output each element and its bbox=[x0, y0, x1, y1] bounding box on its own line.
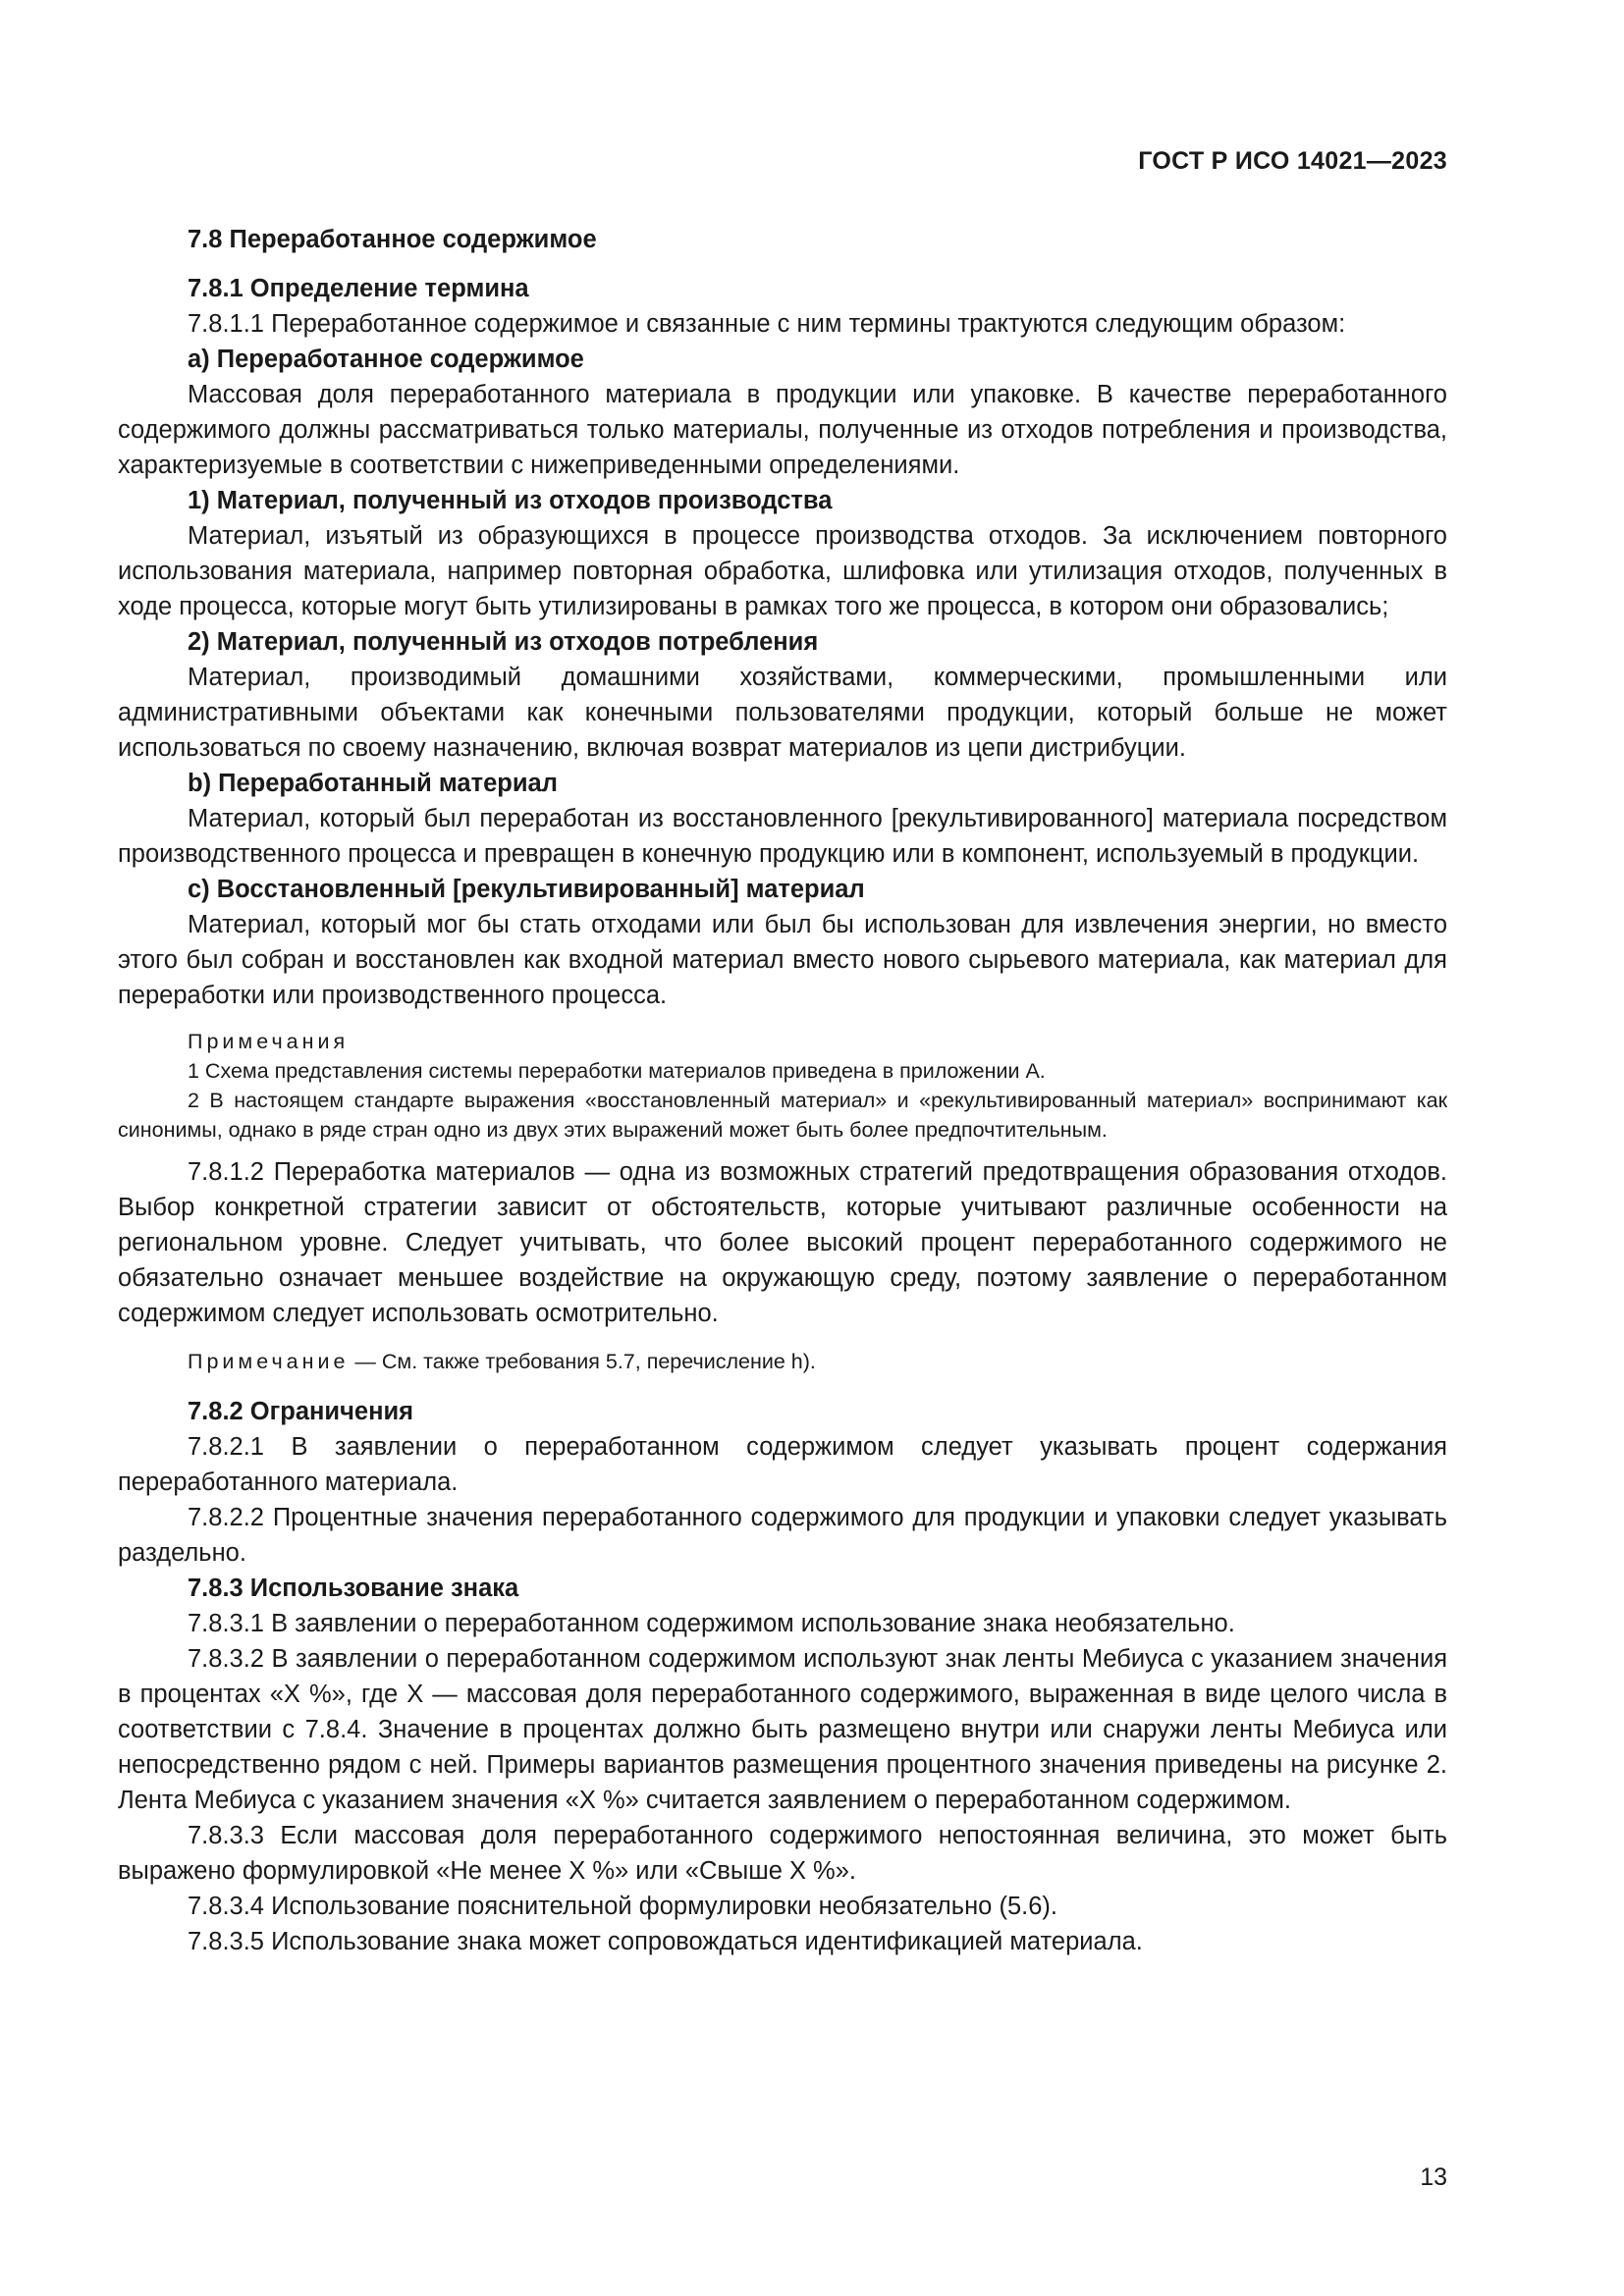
notes-title: Примечания bbox=[188, 1030, 350, 1053]
note-label: Примечание bbox=[188, 1350, 350, 1373]
note-2: 2 В настоящем стандарте выражения «восстановленный материал» и «рекультивированный материал» воспринимают как синонимы, однако в ряде стран одно из двух этих выражений может быть более предпочтительным. bbox=[118, 1089, 1447, 1142]
term-definition-a: Массовая доля переработанного материала в продукции или упаковке. В качестве переработанного содержимого должны рассматриваться только материалы, полученные из отходов потребления и производства, характеризуемые в соответствии с нижеприведенными определениями. bbox=[118, 381, 1447, 479]
section-heading-7-8-3: 7.8.3 Использование знака bbox=[188, 1575, 519, 1602]
section-heading-7-8-1: 7.8.1 Определение термина bbox=[188, 275, 529, 302]
notes-block bbox=[118, 1027, 1447, 1145]
document-code: ГОСТ Р ИСО 14021—2023 bbox=[1138, 147, 1447, 175]
paragraph-7-8-1-1: 7.8.1.1 Переработанное содержимое и связанные с ним термины трактуются следующим образом: bbox=[188, 310, 1346, 338]
paragraph-7-8-3-1: 7.8.3.1 В заявлении о переработанном содержимом использование знака необязательно. bbox=[188, 1610, 1235, 1637]
term-heading-1: 1) Материал, полученный из отходов производства bbox=[188, 487, 833, 514]
paragraph-7-8-3-3: 7.8.3.3 Если массовая доля переработанного содержимого непостоянная величина, это может быть выражено формулировкой «Не менее X %» или «Свыше X %». bbox=[118, 1822, 1447, 1885]
term-heading-b: b) Переработанный материал bbox=[188, 770, 558, 797]
term-heading-c: c) Восстановленный [рекультивированный] материал bbox=[188, 876, 865, 903]
term-definition-b: Материал, который был переработан из восстановленного [рекультивированного] материала посредством производственного процесса и превращен в конечную продукцию или в компонент, используемый в продукции. bbox=[118, 805, 1447, 868]
note-text: — См. также требования 5.7, перечисление h). bbox=[349, 1350, 816, 1373]
note-1: 1 Схема представления системы переработки материалов приведена в приложении А. bbox=[188, 1059, 1046, 1083]
term-definition-1: Материал, изъятый из образующихся в процессе производства отходов. За исключением повторного использования материала, например повторная обработка, шлифовка или утилизация отходов, полученных в ходе процесса, которые могут быть утилизированы в рамках того же процесса, в котором они образовались; bbox=[118, 522, 1447, 620]
page-number: 13 bbox=[1420, 2163, 1447, 2191]
section-heading-7-8: 7.8 Переработанное содержимое bbox=[188, 226, 597, 253]
paragraph-7-8-2-2: 7.8.2.2 Процентные значения переработанного содержимого для продукции и упаковки следует указывать раздельно. bbox=[118, 1504, 1447, 1567]
paragraph-7-8-3-4: 7.8.3.4 Использование пояснительной формулировки необязательно (5.6). bbox=[188, 1893, 1057, 1920]
document-body bbox=[118, 222, 1447, 1959]
term-definition-2: Материал, производимый домашними хозяйствами, коммерческими, промышленными или административными объектами как конечными пользователями продукции, который больше не может использоваться по своему назначению, включая возврат материалов из цепи дистрибуции. bbox=[118, 664, 1447, 762]
section-heading-7-8-2: 7.8.2 Ограничения bbox=[188, 1398, 414, 1425]
note-single bbox=[118, 1347, 1447, 1376]
paragraph-7-8-1-2: 7.8.1.2 Переработка материалов — одна из возможных стратегий предотвращения образования отходов. Выбор конкретной стратегии зависит от обстоятельств, которые учитывают различные особенности на региональном уровне. Следует учитывать, что более высокий процент переработанного содержимого не обязательно означает меньшее воздействие на окружающую среду, поэтому заявление о переработанном содержимом следует использовать осмотрительно. bbox=[118, 1158, 1447, 1327]
term-heading-a: a) Переработанное содержимое bbox=[188, 346, 584, 373]
paragraph-7-8-3-2: 7.8.3.2 В заявлении о переработанном содержимом используют знак ленты Мебиуса с указанием значения в процентах «X %», где X — массовая доля переработанного содержимого, выраженная в виде целого числа в соответствии с 7.8.4. Значение в процентах должно быть размещено внутри или снаружи ленты Мебиуса или непосредственно рядом с ней. Примеры вариантов размещения процентного значения приведены на рисунке 2. Лента Мебиуса с указанием значения «X %» считается заявлением о переработанном содержимом. bbox=[118, 1645, 1447, 1814]
paragraph-7-8-2-1: 7.8.2.1 В заявлении о переработанном содержимом следует указывать процент содержания переработанного материала. bbox=[118, 1433, 1447, 1496]
term-heading-2: 2) Материал, полученный из отходов потребления bbox=[188, 628, 819, 656]
term-definition-c: Материал, который мог бы стать отходами или был бы использован для извлечения энергии, но вместо этого был собран и восстановлен как входной материал вместо нового сырьевого материала, как материал для переработки или производственного процесса. bbox=[118, 911, 1447, 1009]
paragraph-7-8-3-5: 7.8.3.5 Использование знака может сопровождаться идентификацией материала. bbox=[188, 1928, 1143, 1955]
